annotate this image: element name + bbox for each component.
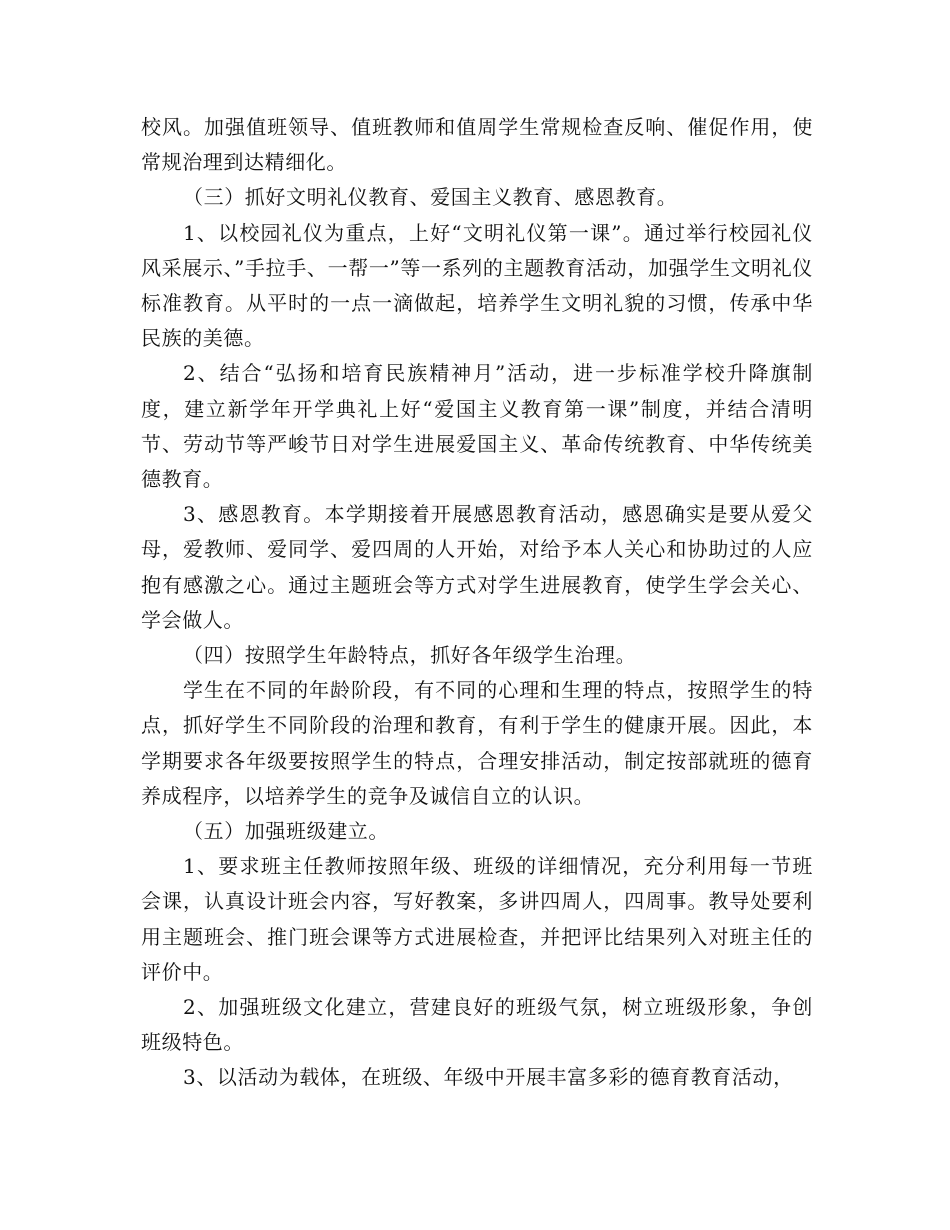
paragraph-item-3-2: 2、结合“弘扬和培育民族精神月”活动，进一步标准学校升降旗制度，建立新学年开学典礼上好“爱国主义教育第一课”制度，并结合清明节、劳动节等严峻节日对学生进展爱国主义、革命传统教育、中华传统美德教育。 [141, 361, 813, 492]
paragraph-item-3-1: 1、以校园礼仪为重点，上好“文明礼仪第一课”。通过举行校园礼仪风采展示、”手拉手、一帮一”等一系列的主题教育活动，加强学生文明礼仪标准教育。从平时的一点一滴做起，培养学生文明礼貌的习惯，传承中华民族的美德。 [141, 220, 813, 351]
paragraph-item-5-2: 2、加强班级文化建立，营建良好的班级气氛，树立班级形象，争创班级特色。 [141, 995, 813, 1055]
document-page [141, 110, 813, 1096]
paragraph-item-5-3: 3、以活动为载体，在班级、年级中开展丰富多彩的德育教育活动， [183, 1065, 794, 1090]
paragraph-section-4-body: 学生在不同的年龄阶段，有不同的心理和生理的特点，按照学生的特点，抓好学生不同阶段的治理和教育，有利于学生的健康开展。因此，本学期要求各年级要按照学生的特点，合理安排活动，制定按部就班的德育养成程序，以培养学生的竞争及诚信自立的认识。 [141, 678, 813, 808]
section-heading-3: （三）抓好文明礼仪教育、爱国主义教育、感恩教育。 [183, 185, 678, 210]
section-heading-4: （四）按照学生年龄特点，抓好各年级学生治理。 [183, 643, 637, 668]
paragraph-item-5-1: 1、要求班主任教师按照年级、班级的详细情况，充分利用每一节班会课，认真设计班会内容，写好教案，多讲四周人，四周事。教导处要利用主题班会、推门班会课等方式进展检查，并把评比结果列入对班主任的评价中。 [141, 854, 813, 984]
section-heading-5: （五）加强班级建立。 [183, 819, 389, 844]
paragraph-continuation: 校风。加强值班领导、值班教师和值周学生常规检查反响、催促作用，使常规治理到达精细化。 [141, 115, 813, 175]
paragraph-item-3-3: 3、感恩教育。本学期接着开展感恩教育活动，感恩确实是要从爱父母，爱教师、爱同学、爱四周的人开始，对给予本人关心和协助过的人应抱有感激之心。通过主题班会等方式对学生进展教育，使学生学会关心、学会做人。 [141, 502, 813, 632]
